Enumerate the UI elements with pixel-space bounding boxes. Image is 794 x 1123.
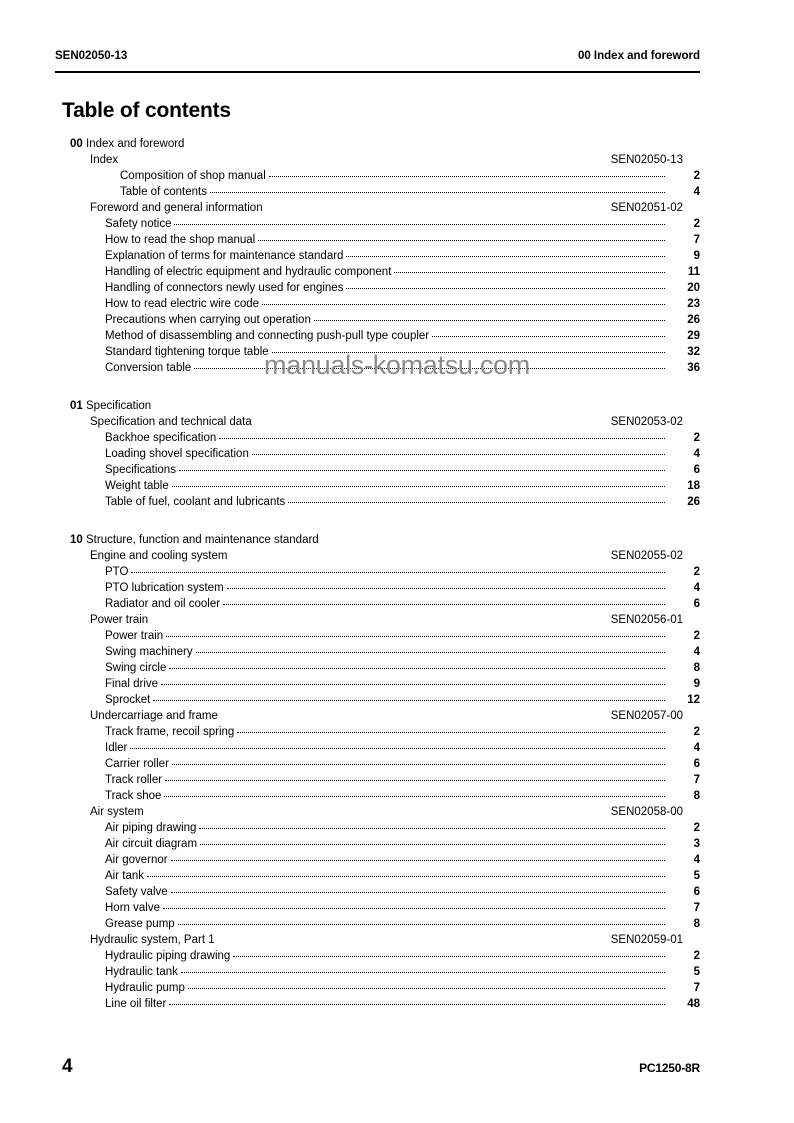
toc-group-name: Undercarriage and frame [90, 710, 218, 722]
dot-leader [165, 772, 665, 783]
toc-entry-row[interactable] [0, 168, 794, 184]
dot-leader [219, 430, 665, 441]
toc-entry-page-number: 8 [693, 662, 700, 674]
running-header [55, 50, 700, 62]
dot-leader [200, 836, 665, 847]
toc-entry-label: PTO [105, 566, 129, 578]
dot-leader [258, 232, 665, 243]
toc-entry-label: Conversion table [105, 362, 192, 374]
toc-entry-row[interactable] [0, 462, 794, 478]
toc-entry-page-number: 5 [693, 870, 700, 882]
toc-entry-page-number: 6 [693, 464, 700, 476]
dot-leader [166, 628, 665, 639]
toc-entry-row[interactable] [0, 184, 794, 200]
toc-entry-page-number: 12 [687, 694, 700, 706]
toc-section [0, 398, 794, 510]
toc-entry-label: Precautions when carrying out operation [105, 314, 311, 326]
dot-leader [314, 312, 665, 323]
toc-entry-page-number: 4 [693, 448, 700, 460]
toc-section-name: Specification [86, 400, 152, 412]
toc-section-name: Structure, function and maintenance standard [86, 534, 319, 546]
toc-entry-label: PTO lubrication system [105, 582, 224, 594]
toc-entry-row[interactable] [0, 248, 794, 264]
toc-group-name: Specification and technical data [90, 416, 252, 428]
dot-leader [233, 948, 665, 959]
toc-entry-row[interactable] [0, 430, 794, 446]
toc-section-number: 01 [70, 400, 83, 412]
toc-entry-row[interactable] [0, 628, 794, 644]
dot-leader [131, 564, 665, 575]
toc-entry-row[interactable] [0, 580, 794, 596]
toc-entry-page-number: 2 [693, 170, 700, 182]
toc-group-row[interactable] [0, 200, 794, 216]
toc-entry-row[interactable] [0, 916, 794, 932]
dot-leader [161, 676, 665, 687]
toc-entry-row[interactable] [0, 692, 794, 708]
toc-entry-row[interactable] [0, 948, 794, 964]
toc-section-title [0, 398, 794, 414]
toc-entry-row[interactable] [0, 724, 794, 740]
footer-model: PC1250-8R [639, 1061, 700, 1075]
toc-entry-row[interactable] [0, 360, 794, 376]
toc-entry-page-number: 4 [693, 854, 700, 866]
toc-entry-label: Table of fuel, coolant and lubricants [105, 496, 286, 508]
header-divider [55, 71, 700, 73]
toc-entry-row[interactable] [0, 756, 794, 772]
dot-leader [288, 494, 665, 505]
toc-entry-label: How to read the shop manual [105, 234, 256, 246]
toc-entry-label: Grease pump [105, 918, 175, 930]
toc-entry-label: Safety notice [105, 218, 172, 230]
toc-group-row[interactable] [0, 548, 794, 564]
toc-section-title [0, 136, 794, 152]
dot-leader [252, 446, 665, 457]
toc-entry-label: Loading shovel specification [105, 448, 249, 460]
toc-section [0, 532, 794, 1012]
toc-entry-label: Weight table [105, 480, 169, 492]
toc-group-code: SEN02057-00 [610, 710, 683, 722]
dot-leader [178, 916, 665, 927]
toc-entry-page-number: 26 [687, 314, 700, 326]
toc-group-code: SEN02050-13 [610, 154, 683, 166]
footer-page-number: 4 [62, 1056, 73, 1077]
toc-entry-label: Radiator and oil cooler [105, 598, 221, 610]
dot-leader [130, 740, 665, 751]
toc-section-number: 10 [70, 534, 83, 546]
toc-entry-page-number: 8 [693, 918, 700, 930]
toc-entry-label: Carrier roller [105, 758, 169, 770]
toc-entry-row[interactable] [0, 216, 794, 232]
toc-entry-row[interactable] [0, 328, 794, 344]
toc-entry-page-number: 29 [687, 330, 700, 342]
dot-leader [171, 884, 665, 895]
toc-entry-page-number: 2 [693, 822, 700, 834]
toc-entry-page-number: 4 [693, 582, 700, 594]
toc-entry-page-number: 6 [693, 886, 700, 898]
toc-entry-page-number: 36 [687, 362, 700, 374]
toc-entry-row[interactable] [0, 494, 794, 510]
toc-entry-page-number: 5 [693, 966, 700, 978]
toc-entry-row[interactable] [0, 772, 794, 788]
toc-entry-row[interactable] [0, 676, 794, 692]
toc-entry-label: Composition of shop manual [120, 170, 266, 182]
toc-entry-label: Swing circle [105, 662, 167, 674]
watermark: manuals-komatsu.com [264, 350, 530, 380]
dot-leader [153, 692, 665, 703]
toc-entry-page-number: 11 [687, 266, 700, 278]
toc-group-code: SEN02056-01 [610, 614, 683, 626]
dot-leader [237, 724, 665, 735]
toc-entry-page-number: 7 [693, 774, 700, 786]
dot-leader [181, 964, 665, 975]
toc-group-name: Air system [90, 806, 144, 818]
toc-entry-page-number: 7 [693, 902, 700, 914]
dot-leader [171, 852, 665, 863]
toc-entry-label: Standard tightening torque table [105, 346, 269, 358]
toc-entry-label: Safety valve [105, 886, 168, 898]
toc-entry-page-number: 9 [693, 678, 700, 690]
toc-entry-label: Final drive [105, 678, 159, 690]
toc-group-code: SEN02051-02 [610, 202, 683, 214]
dot-leader [223, 596, 665, 607]
toc-entry-label: Hydraulic tank [105, 966, 178, 978]
toc-entry-page-number: 20 [687, 282, 700, 294]
dot-leader [262, 296, 665, 307]
toc-entry-page-number: 23 [687, 298, 700, 310]
toc-entry-row[interactable] [0, 996, 794, 1012]
toc-entry-page-number: 8 [693, 790, 700, 802]
toc-entry-page-number: 9 [693, 250, 700, 262]
toc-entry-row[interactable] [0, 788, 794, 804]
toc-entry-row[interactable] [0, 660, 794, 676]
toc-group-row[interactable] [0, 612, 794, 628]
toc-entry-row[interactable] [0, 280, 794, 296]
toc-entry-row[interactable] [0, 980, 794, 996]
toc-section-number: 00 [70, 138, 83, 150]
dot-leader [269, 168, 665, 179]
dot-leader [199, 820, 665, 831]
toc-entry-row[interactable] [0, 884, 794, 900]
toc-section [0, 136, 794, 376]
dot-leader [394, 264, 665, 275]
toc-group-row[interactable] [0, 932, 794, 948]
toc-entry-row[interactable] [0, 852, 794, 868]
toc-entry-page-number: 6 [693, 598, 700, 610]
toc-entry-page-number: 26 [687, 496, 700, 508]
dot-leader [172, 478, 665, 489]
toc-group-code: SEN02058-00 [610, 806, 683, 818]
dot-leader [147, 868, 665, 879]
toc-entry-label: Power train [105, 630, 164, 642]
toc-entry-label: Hydraulic piping drawing [105, 950, 231, 962]
dot-leader [194, 360, 665, 371]
toc-entry-page-number: 2 [693, 432, 700, 444]
dot-leader [169, 996, 665, 1007]
dot-leader [272, 344, 665, 355]
table-of-contents [0, 136, 794, 1012]
dot-leader [163, 900, 665, 911]
dot-leader [227, 580, 665, 591]
toc-entry-row[interactable] [0, 264, 794, 280]
toc-entry-row[interactable] [0, 820, 794, 836]
dot-leader [174, 216, 665, 227]
toc-entry-page-number: 18 [687, 480, 700, 492]
toc-entry-label: Air circuit diagram [105, 838, 198, 850]
toc-entry-row[interactable] [0, 446, 794, 462]
toc-group-row[interactable] [0, 414, 794, 430]
toc-entry-page-number: 7 [693, 982, 700, 994]
toc-group-row[interactable] [0, 708, 794, 724]
toc-group-row[interactable] [0, 152, 794, 168]
toc-entry-row[interactable] [0, 564, 794, 580]
dot-leader [172, 756, 665, 767]
toc-entry-label: Air piping drawing [105, 822, 197, 834]
toc-entry-row[interactable] [0, 232, 794, 248]
dot-leader [196, 644, 665, 655]
dot-leader [164, 788, 665, 799]
toc-entry-label: Air governor [105, 854, 168, 866]
toc-entry-label: How to read electric wire code [105, 298, 260, 310]
header-section-label: 00 Index and foreword [577, 50, 700, 62]
toc-entry-page-number: 48 [687, 998, 700, 1010]
toc-group-name: Engine and cooling system [90, 550, 228, 562]
toc-entry-row[interactable] [0, 344, 794, 360]
header-document-code: SEN02050-13 [55, 50, 128, 62]
toc-entry-row[interactable] [0, 836, 794, 852]
toc-entry-page-number: 2 [693, 950, 700, 962]
toc-entry-row[interactable] [0, 964, 794, 980]
dot-leader [346, 280, 665, 291]
toc-entry-label: Idler [105, 742, 128, 754]
toc-entry-page-number: 2 [693, 726, 700, 738]
toc-entry-label: Sprocket [105, 694, 151, 706]
toc-entry-label: Table of contents [120, 186, 207, 198]
toc-entry-label: Handling of electric equipment and hydraulic component [105, 266, 392, 278]
toc-entry-label: Line oil filter [105, 998, 167, 1010]
toc-group-code: SEN02055-02 [610, 550, 683, 562]
toc-entry-page-number: 2 [693, 566, 700, 578]
toc-entry-row[interactable] [0, 312, 794, 328]
toc-entry-label: Horn valve [105, 902, 160, 914]
toc-section-title [0, 532, 794, 548]
toc-entry-label: Air tank [105, 870, 144, 882]
dot-leader [346, 248, 665, 259]
toc-entry-label: Method of disassembling and connecting push-pull type coupler [105, 330, 430, 342]
toc-group-name: Power train [90, 614, 149, 626]
toc-entry-label: Backhoe specification [105, 432, 217, 444]
toc-entry-label: Track roller [105, 774, 163, 786]
toc-group-code: SEN02059-01 [610, 934, 683, 946]
toc-entry-row[interactable] [0, 596, 794, 612]
page-title: Table of contents [62, 99, 231, 122]
toc-group-name: Hydraulic system, Part 1 [90, 934, 215, 946]
dot-leader [179, 462, 665, 473]
toc-entry-page-number: 2 [693, 630, 700, 642]
toc-entry-row[interactable] [0, 644, 794, 660]
toc-group-code: SEN02053-02 [610, 416, 683, 428]
toc-section-name: Index and foreword [86, 138, 185, 150]
toc-entry-row[interactable] [0, 740, 794, 756]
toc-entry-page-number: 6 [693, 758, 700, 770]
toc-entry-page-number: 32 [687, 346, 700, 358]
toc-entry-row[interactable] [0, 296, 794, 312]
toc-entry-page-number: 4 [693, 742, 700, 754]
toc-entry-label: Track shoe [105, 790, 162, 802]
toc-group-row[interactable] [0, 804, 794, 820]
toc-entry-row[interactable] [0, 478, 794, 494]
toc-entry-page-number: 7 [693, 234, 700, 246]
dot-leader [210, 184, 665, 195]
dot-leader [188, 980, 665, 991]
toc-entry-label: Specifications [105, 464, 176, 476]
toc-entry-page-number: 2 [693, 218, 700, 230]
page-footer [62, 1056, 700, 1078]
toc-entry-page-number: 4 [693, 646, 700, 658]
toc-entry-label: Hydraulic pump [105, 982, 185, 994]
toc-entry-row[interactable] [0, 868, 794, 884]
dot-leader [169, 660, 665, 671]
toc-entry-label: Handling of connectors newly used for engines [105, 282, 344, 294]
toc-entry-page-number: 3 [693, 838, 700, 850]
toc-group-name: Foreword and general information [90, 202, 263, 214]
toc-entry-page-number: 4 [693, 186, 700, 198]
toc-entry-label: Explanation of terms for maintenance standard [105, 250, 344, 262]
toc-entry-row[interactable] [0, 900, 794, 916]
dot-leader [432, 328, 665, 339]
toc-entry-label: Track frame, recoil spring [105, 726, 235, 738]
toc-entry-label: Swing machinery [105, 646, 193, 658]
toc-group-name: Index [90, 154, 119, 166]
